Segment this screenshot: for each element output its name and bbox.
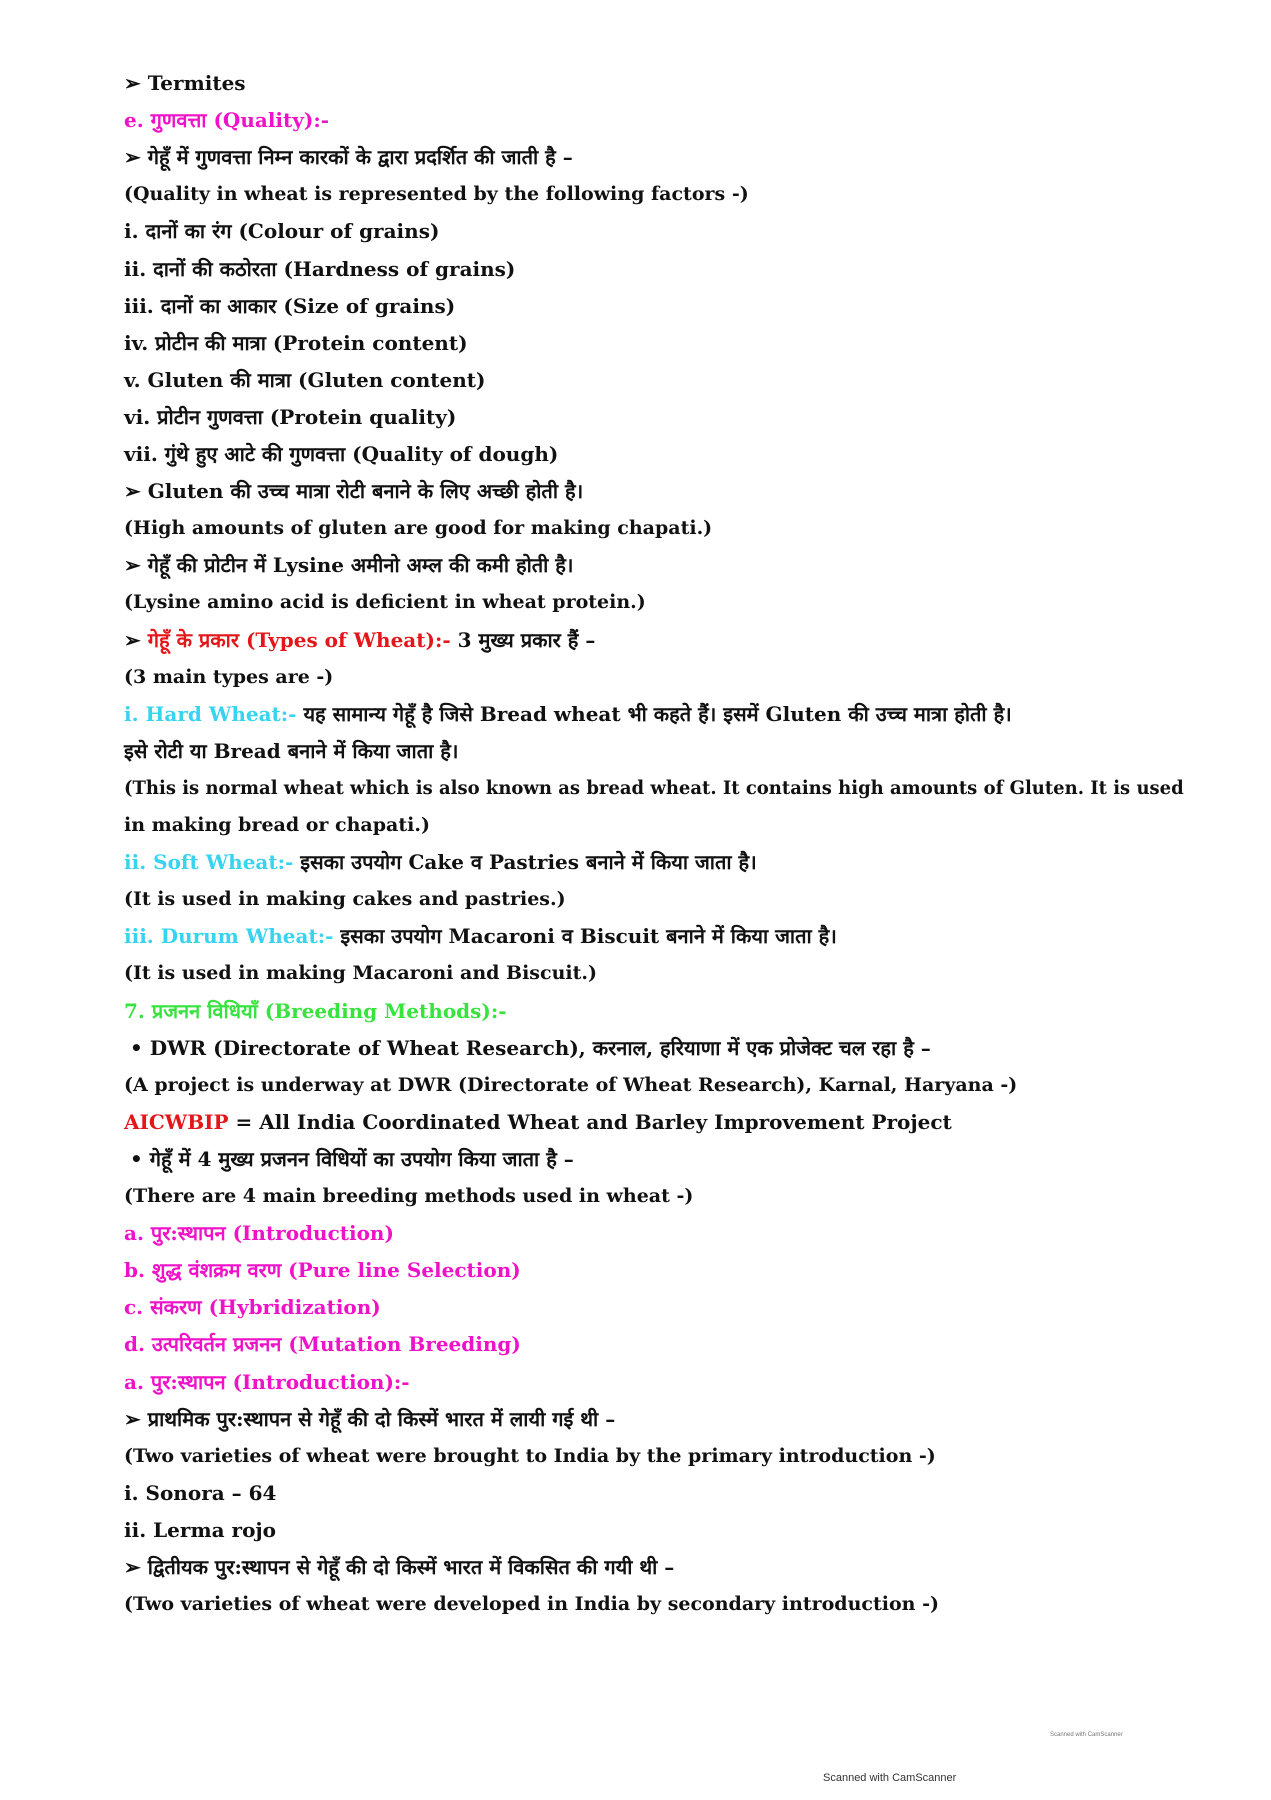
text-line	[124, 1072, 1017, 1098]
text-line	[124, 775, 1184, 801]
text-line	[124, 998, 507, 1024]
text-segment: ➢ Termites	[124, 71, 246, 95]
text-segment: d. उत्परिवर्तन प्रजनन (Mutation Breeding)	[124, 1332, 521, 1356]
text-line	[124, 1406, 615, 1432]
text-line	[124, 923, 837, 949]
text-line	[124, 589, 646, 615]
text-segment: (It is used in making Macaroni and Biscuit.)	[124, 962, 597, 984]
text-line	[124, 107, 329, 133]
text-segment: ➢ गेहूँ की प्रोटीन में Lysine अमीनो अम्ल की कमी होती है।	[124, 553, 574, 577]
text-segment: 3 मुख्य प्रकार हैं –	[450, 628, 596, 652]
text-segment: vi. प्रोटीन गुणवत्ता (Protein quality)	[124, 405, 457, 429]
text-segment: c. संकरण (Hybridization)	[124, 1295, 381, 1319]
text-segment: iii. Durum Wheat:-	[124, 924, 334, 948]
text-segment: i. Hard Wheat:-	[124, 702, 297, 726]
text-line	[124, 367, 485, 393]
text-segment: e. गुणवत्ता (Quality):-	[124, 108, 330, 132]
text-line	[124, 1220, 394, 1246]
text-segment: 7. प्रजनन विधियाँ (Breeding Methods):-	[124, 999, 507, 1023]
text-line	[130, 1146, 574, 1172]
text-line	[124, 1331, 521, 1357]
text-line	[124, 181, 749, 207]
text-line	[124, 701, 1012, 727]
text-line	[124, 1257, 521, 1283]
text-segment: ii. Lerma rojo	[124, 1518, 276, 1542]
text-line	[124, 664, 333, 690]
text-segment: यह सामान्य गेहूँ है जिसे Bread wheat भी कहते हैं। इसमें Gluten की उच्च मात्रा होती है।	[296, 702, 1012, 726]
text-line	[124, 886, 566, 912]
text-segment: इसका उपयोग Macaroni व Biscuit बनाने में किया जाता है।	[333, 924, 837, 948]
text-line	[124, 293, 455, 319]
text-line	[124, 627, 595, 653]
text-segment: b. शुद्ध वंशक्रम वरण (Pure line Selection)	[124, 1258, 521, 1282]
text-segment: ➢ प्राथमिक पुर:स्थापन से गेहूँ की दो किस्में भारत में लायी गई थी –	[124, 1407, 616, 1431]
text-line	[124, 515, 712, 541]
text-segment: = All India Coordinated Wheat and Barley Improvement Project	[228, 1110, 952, 1134]
text-segment: (Quality in wheat is represented by the following factors -)	[124, 183, 749, 205]
text-segment: iii. दानों का आकार (Size of grains)	[124, 294, 456, 318]
text-line	[124, 144, 573, 170]
text-segment: • DWR (Directorate of Wheat Research), करनाल, हरियाणा में एक प्रोजेक्ट चल रहा है –	[130, 1036, 931, 1060]
text-segment: ➢ Gluten की उच्च मात्रा रोटी बनाने के लिए अच्छी होती है।	[124, 479, 584, 503]
text-line	[124, 218, 439, 244]
text-segment: इसे रोटी या Bread बनाने में किया जाता है।	[124, 739, 459, 763]
text-line	[124, 1294, 381, 1320]
text-segment: (Two varieties of wheat were developed in India by secondary introduction -)	[124, 1593, 939, 1615]
text-line	[124, 441, 558, 467]
text-segment: a. पुर:स्थापन (Introduction):-	[124, 1370, 410, 1394]
text-line	[124, 1369, 410, 1395]
text-segment: v. Gluten की मात्रा (Gluten content)	[124, 368, 486, 392]
text-line	[124, 552, 574, 578]
camscanner-watermark-small: Scanned with CamScanner	[1050, 1732, 1123, 1738]
text-segment: vii. गुंथे हुए आटे की गुणवत्ता (Quality of dough)	[124, 442, 559, 466]
text-line	[124, 70, 246, 96]
text-segment: (Lysine amino acid is deficient in wheat protein.)	[124, 591, 646, 613]
text-segment: ➢ गेहूँ में गुणवत्ता निम्न कारकों के द्वारा प्रदर्शित की जाती है –	[124, 145, 573, 169]
text-segment: in making bread or chapati.)	[124, 814, 430, 836]
text-segment: a. पुर:स्थापन (Introduction)	[124, 1221, 394, 1245]
text-segment: iv. प्रोटीन की मात्रा (Protein content)	[124, 331, 468, 355]
text-line	[124, 960, 597, 986]
text-segment: (There are 4 main breeding methods used in wheat -)	[124, 1185, 694, 1207]
text-segment: ii. दानों की कठोरता (Hardness of grains)	[124, 257, 516, 281]
text-line	[124, 404, 456, 430]
text-segment: • गेहूँ में 4 मुख्य प्रजनन विधियों का उपयोग किया जाता है –	[130, 1147, 574, 1171]
text-line	[124, 1109, 952, 1135]
text-segment: i. दानों का रंग (Colour of grains)	[124, 219, 440, 243]
text-line	[124, 478, 583, 504]
text-segment: (High amounts of gluten are good for making chapati.)	[124, 517, 713, 539]
text-line	[124, 812, 430, 838]
text-line	[124, 1480, 276, 1506]
text-line	[124, 849, 757, 875]
text-segment: (This is normal wheat which is also known as bread wheat. It contains high amounts of Gluten. It is used	[124, 777, 1184, 799]
text-segment: ii. Soft Wheat:-	[124, 850, 294, 874]
text-segment: (3 main types are -)	[124, 666, 334, 688]
text-segment: गेहूँ के प्रकार (Types of Wheat):-	[147, 628, 451, 652]
text-segment: ➢	[124, 628, 148, 652]
text-segment: इसका उपयोग Cake व Pastries बनाने में किया जाता है।	[293, 850, 757, 874]
text-line	[124, 330, 468, 356]
text-line	[124, 1554, 674, 1580]
text-segment: i. Sonora – 64	[124, 1481, 277, 1505]
text-line	[130, 1035, 931, 1061]
text-segment: AICWBIP	[124, 1110, 229, 1134]
text-line	[124, 1517, 276, 1543]
text-segment: (Two varieties of wheat were brought to India by the primary introduction -)	[124, 1445, 936, 1467]
text-line	[124, 738, 458, 764]
text-line	[124, 1591, 939, 1617]
text-line	[124, 1183, 693, 1209]
camscanner-watermark: Scanned with CamScanner	[823, 1772, 957, 1784]
text-segment: ➢ द्वितीयक पुर:स्थापन से गेहूँ की दो किस्में भारत में विकसित की गयी थी –	[124, 1555, 675, 1579]
text-line	[124, 1443, 936, 1469]
text-segment: (A project is underway at DWR (Directorate of Wheat Research), Karnal, Haryana -)	[124, 1074, 1018, 1096]
text-segment: (It is used in making cakes and pastries.)	[124, 888, 566, 910]
text-line	[124, 256, 515, 282]
